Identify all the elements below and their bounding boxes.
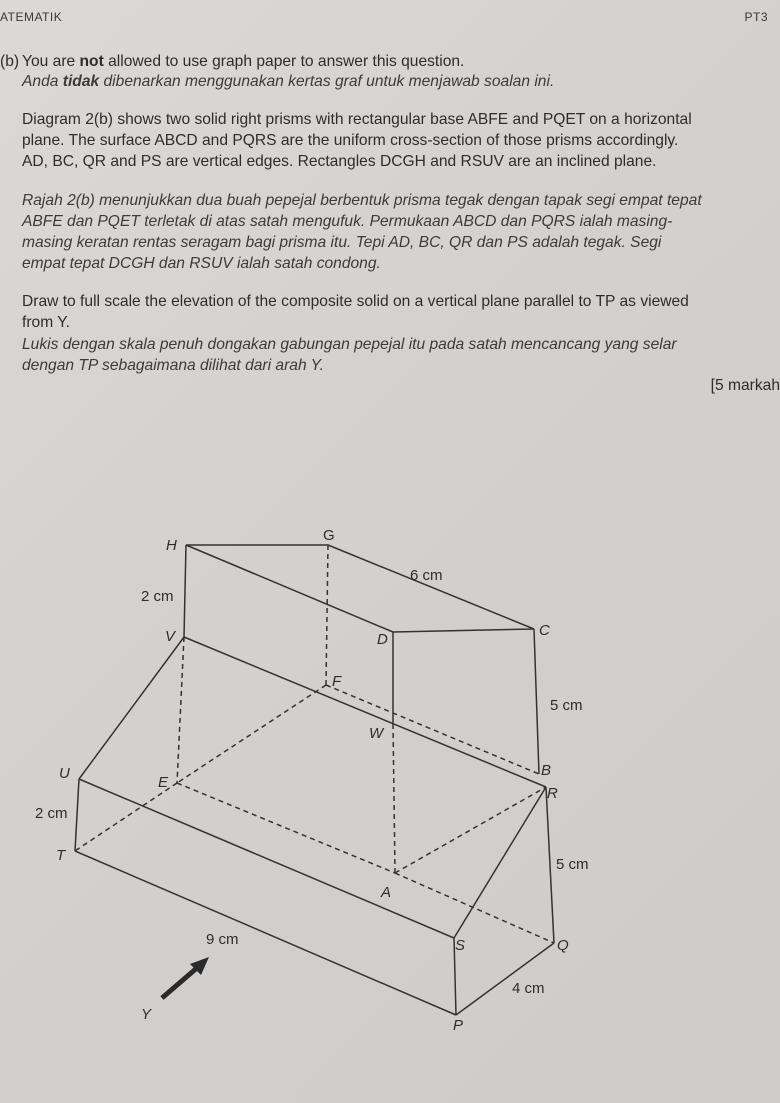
- description-ms-line: empat tepat DCGH dan RSUV ialah satah condong.: [22, 255, 381, 272]
- dimension-cb: 5 cm: [550, 697, 583, 714]
- hidden-edge-wa: [393, 724, 395, 873]
- dimension-tp: 9 cm: [206, 931, 239, 948]
- text: allowed to use graph paper to answer this question.: [103, 53, 465, 70]
- vertex-label-t: T: [56, 847, 66, 864]
- edge-dc: [393, 629, 534, 632]
- task-ms-line: Lukis dengan skala penuh dongakan gabungan pepejal itu pada satah mencancang yang selar: [22, 336, 677, 353]
- dimension-pq: 4 cm: [512, 980, 545, 997]
- hidden-edge-fe: [177, 685, 326, 783]
- description-ms-line: Rajah 2(b) menunjukkan dua buah pepejal berbentuk prisma tegak dengan tapak segi empat tepat: [22, 192, 702, 209]
- hidden-edge-fb: [326, 685, 539, 774]
- edge-cb: [534, 629, 539, 774]
- task-ms-line: dengan TP sebagaimana dilihat dari arah Y.: [22, 357, 324, 374]
- description-en-line: Diagram 2(b) shows two solid right prisms with rectangular base ABFE and PQET on a horizontal: [22, 111, 692, 128]
- edge-tp: [75, 851, 456, 1015]
- hidden-edge-et: [75, 783, 177, 851]
- part-label: (b): [0, 53, 20, 70]
- vertex-label-p: P: [453, 1017, 464, 1034]
- text-bold: not: [79, 53, 104, 70]
- header-subject: ATEMATIK: [0, 10, 63, 24]
- vertex-label-u: U: [59, 765, 70, 782]
- view-arrow: [162, 957, 209, 998]
- edge-ut: [75, 779, 79, 851]
- hidden-edge-ve: [177, 637, 184, 783]
- edge-gc: [328, 545, 534, 629]
- dimension-ut: 2 cm: [35, 805, 68, 822]
- vertex-label-h: H: [166, 537, 177, 554]
- vertex-label-w: W: [369, 725, 384, 742]
- hidden-edge-gf: [326, 545, 328, 685]
- vertex-label-r: R: [547, 785, 558, 802]
- edge-us: [79, 779, 454, 938]
- text: Anda: [22, 73, 63, 90]
- vertex-label-f: F: [332, 673, 342, 690]
- vertex-label-e: E: [158, 774, 169, 791]
- task-en-line: Draw to full scale the elevation of the composite solid on a vertical plane parallel to TP as viewed: [22, 293, 689, 310]
- description-ms-line: ABFE dan PQET terletak di atas satah mengufuk. Permukaan ABCD dan PQRS ialah masing-: [22, 213, 673, 230]
- text: dibenarkan menggunakan kertas graf untuk menjawab soalan ini.: [99, 73, 555, 90]
- hidden-edge-ea: [177, 783, 395, 873]
- marks-label: [5 markah: [710, 377, 780, 394]
- vertex-label-s: S: [455, 937, 466, 954]
- edge-pq: [456, 943, 554, 1015]
- vertex-label-d: D: [377, 631, 388, 648]
- hidden-edge-ar: [395, 787, 546, 873]
- text: You are: [22, 53, 80, 70]
- vertex-label-g: G: [323, 527, 335, 544]
- description-en-line: AD, BC, QR and PS are vertical edges. Rectangles DCGH and RSUV are an inclined plane.: [22, 153, 657, 170]
- edge-qr: [546, 787, 554, 943]
- edge-rs: [454, 787, 546, 938]
- vertex-label-b: B: [541, 762, 552, 779]
- view-direction-label: Y: [141, 1006, 152, 1023]
- task-en-line: from Y.: [22, 314, 70, 331]
- edge-vu: [79, 637, 184, 779]
- description-ms-line: masing keratan rentas seragam bagi prisma itu. Tepi AD, BC, QR dan PS adalah tegak. Segi: [22, 234, 662, 251]
- vertex-label-q: Q: [557, 937, 569, 954]
- vertex-label-a: A: [381, 884, 392, 901]
- description-en-line: plane. The surface ABCD and PQRS are the uniform cross-section of those prisms accordingly.: [22, 132, 679, 149]
- edge-hv: [184, 545, 186, 637]
- vertex-label-c: C: [539, 622, 550, 639]
- header-code: PT3: [744, 10, 768, 24]
- text-bold: tidak: [62, 73, 100, 90]
- dimension-gc: 6 cm: [410, 567, 443, 584]
- dimension-hv: 2 cm: [141, 588, 174, 605]
- edge-vr: [184, 637, 546, 787]
- vertex-label-v: V: [165, 628, 176, 645]
- hidden-edge-aq: [395, 873, 554, 943]
- dimension-rq: 5 cm: [556, 856, 589, 873]
